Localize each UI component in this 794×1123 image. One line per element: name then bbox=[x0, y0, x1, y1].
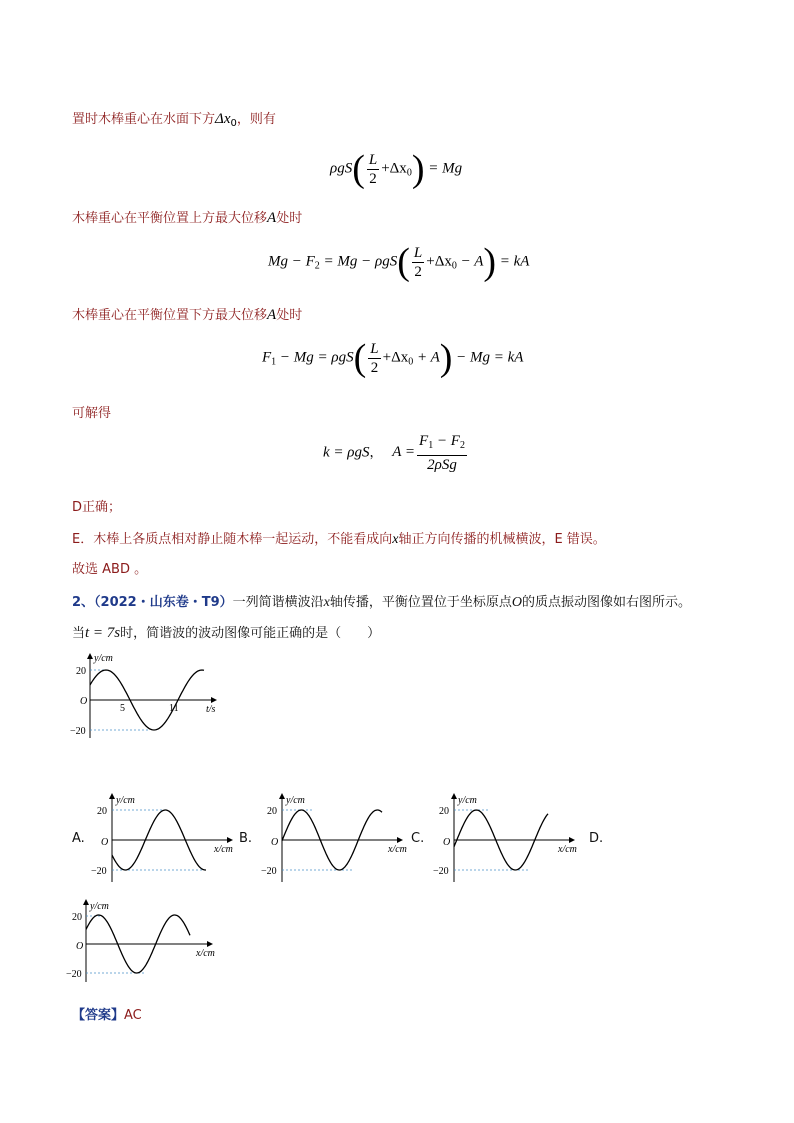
equation-3: $F_1 - Mg = \rho gS$( $\frac{L}{2}$ $+\Delta x_0 + A) - Mg$ = kA bbox=[262, 337, 524, 379]
option-d-graph[interactable] bbox=[62, 898, 222, 984]
question-line-2: 当t = 7s时，简谐波的波动图像可能正确的是（ ） bbox=[72, 625, 381, 641]
equation-2: $Mg - F_2 = Mg - \rho gS$( $\frac{L}{2}$ $+\Delta x_0 - A$) = kA bbox=[268, 241, 530, 283]
option-b-ybot: −20 bbox=[261, 866, 277, 877]
text-line-4: 可解得 bbox=[72, 406, 112, 421]
text-line-6: E．木棒上各质点相对静止随木棒一起运动，不能看成向x轴正方向传播的机械横波，E 错误。 bbox=[72, 532, 606, 547]
option-a-origin: O bbox=[101, 837, 109, 848]
option-c-ylabel: y/cm bbox=[458, 795, 477, 806]
option-c-xlabel: x/cm bbox=[558, 844, 577, 855]
origin-label: O bbox=[80, 696, 88, 707]
option-b-graph[interactable] bbox=[256, 792, 408, 888]
option-c-ybot: −20 bbox=[433, 866, 449, 877]
option-a-ybot: −20 bbox=[91, 866, 107, 877]
answer-line bbox=[72, 1004, 142, 1023]
tick-label-11: 11 bbox=[169, 703, 179, 714]
option-d-xlabel: x/cm bbox=[196, 948, 215, 959]
option-c-origin: O bbox=[443, 837, 451, 848]
option-d-ybot: −20 bbox=[66, 969, 82, 980]
option-c-label: C. bbox=[411, 831, 425, 846]
option-a-graph[interactable] bbox=[86, 792, 238, 888]
text-line-1: 置时木棒重心在水面下方$\Delta x_0$，则有 bbox=[72, 111, 276, 129]
y-label: y/cm bbox=[94, 653, 113, 664]
tick-label-5: 5 bbox=[120, 703, 125, 714]
answer-tag: 【答案】 bbox=[72, 1008, 125, 1023]
vibration-graph bbox=[66, 648, 226, 744]
y-bottom-label: −20 bbox=[70, 726, 86, 737]
y-top-label: 20 bbox=[76, 666, 86, 677]
option-b-label: B. bbox=[239, 831, 253, 846]
question-line-1: 2、（2022・山东卷・T9）一列简谐横波沿x轴传播，平衡位置位于坐标原点O的质点振动图像如右图所示。 bbox=[72, 595, 692, 610]
x-label: t/s bbox=[206, 704, 216, 715]
text-line-7: 故选 ABD 。 bbox=[72, 562, 148, 577]
option-b-origin: O bbox=[271, 837, 279, 848]
option-b-ylabel: y/cm bbox=[286, 795, 305, 806]
equation-1: ρgS( $\frac{L}{2}$ $+\Delta x_0) = Mg$ bbox=[330, 148, 463, 190]
answer-value: AC bbox=[124, 1008, 142, 1023]
option-a-ylabel: y/cm bbox=[116, 795, 135, 806]
option-c-graph[interactable] bbox=[428, 792, 580, 888]
option-a-xlabel: x/cm bbox=[214, 844, 233, 855]
text-line-3: 木棒重心在平衡位置下方最大位移A处时 bbox=[72, 307, 303, 323]
option-d-label: D. bbox=[589, 831, 604, 846]
option-d-ytop: 20 bbox=[72, 912, 82, 923]
option-a-label: A. bbox=[72, 831, 85, 846]
option-d-origin: O bbox=[76, 941, 84, 952]
text-line-5: D正确； bbox=[72, 500, 122, 515]
equation-4: k = ρgS， A = $\frac{F_1 - F_2}{\text{2ρSg}}$ bbox=[323, 433, 465, 473]
text-line-2: 木棒重心在平衡位置上方最大位移A处时 bbox=[72, 210, 303, 226]
option-b-xlabel: x/cm bbox=[388, 844, 407, 855]
option-c-ytop: 20 bbox=[439, 806, 449, 817]
option-a-ytop: 20 bbox=[97, 806, 107, 817]
option-d-ylabel: y/cm bbox=[90, 901, 109, 912]
option-b-ytop: 20 bbox=[267, 806, 277, 817]
